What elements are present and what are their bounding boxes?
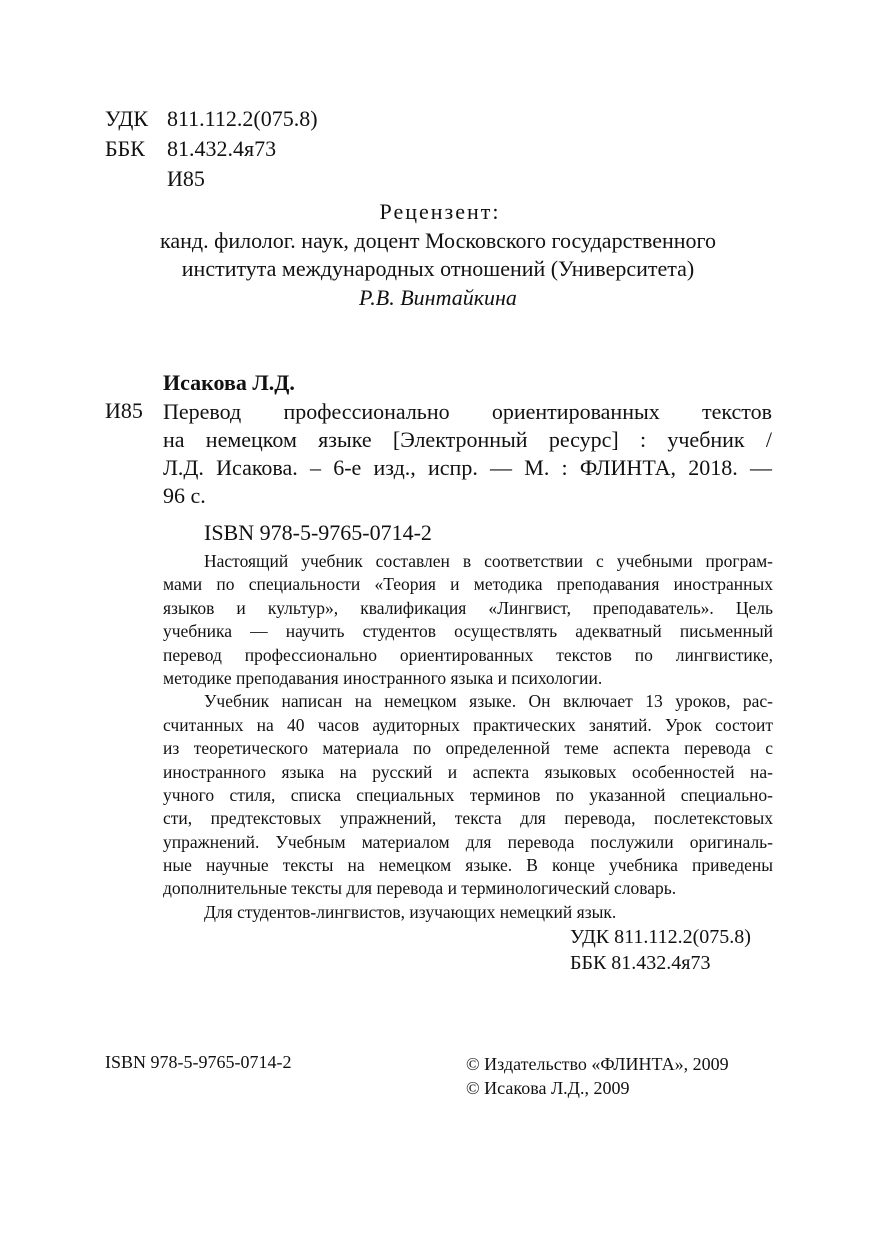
reviewer-credentials-line-2: института международных отношений (Университета) [181, 256, 695, 281]
annotation-line: иностранного языка на русский и аспекта языковых особенностей на- [163, 761, 773, 782]
annotation-line: Для студентов-лингвистов, изучающих немецкий язык. [204, 901, 617, 922]
right-classification-codes [570, 924, 751, 976]
annotation-line: учного стиля, списка специальных терминов по указанной специально- [163, 784, 773, 805]
udk-label: УДК [105, 106, 149, 131]
right-udk: УДК 811.112.2(075.8) [570, 926, 751, 948]
reviewer-credentials-line-1: канд. филолог. наук, доцент Московского государственного [159, 227, 716, 253]
annotation-line: мами по специальности «Теория и методика преподавания иностранных [163, 574, 773, 595]
right-bbk: ББК 81.432.4я73 [570, 952, 711, 974]
reviewer-name: Р.В. Винтайкина [359, 284, 517, 310]
annotation-line: ные научные тексты на немецком языке. В конце учебника приведены [163, 855, 773, 876]
classification-codes [105, 104, 318, 194]
copyright-author: © Исакова Л.Д., 2009 [466, 1078, 630, 1098]
copyright-publisher: © Издательство «ФЛИНТА», 2009 [466, 1054, 729, 1074]
annotation-line: Учебник написан на немецком языке. Он включает 13 уроков, рас- [204, 691, 773, 712]
annotation-line: учебника — научить студентов осуществлять адекватный письменный [163, 621, 773, 642]
bbk-value: 81.432.4я73 [167, 136, 277, 161]
biblio-line: 96 с. [163, 483, 206, 508]
record-cut-mark: И85 [105, 398, 143, 423]
annotation-line: языков и культур», квалификация «Лингвист, преподаватель». Цель [163, 597, 773, 618]
annotation-line: методике преподавания иностранного языка и психологии. [163, 667, 603, 688]
udk-row [105, 104, 318, 134]
annotation-line: перевод профессионально ориентированных текстов по лингвистике, [163, 644, 773, 665]
bibliographic-description [163, 398, 772, 510]
footer-isbn: ISBN 978-5-9765-0714-2 [105, 1052, 292, 1072]
reviewer-block [0, 198, 876, 312]
bbk-label: ББК [105, 136, 145, 161]
annotation-line: считанных на 40 часов аудиторных практических занятий. Урок состоит [163, 714, 773, 735]
annotation [163, 550, 773, 924]
record-isbn: ISBN 978-5-9765-0714-2 [204, 520, 432, 545]
biblio-line: Л.Д. Исакова. – 6-е изд., испр. — М. : ФЛИНТА, 2018. — [163, 455, 772, 480]
biblio-line: на немецком языке [Электронный ресурс] : учебник / [163, 427, 772, 452]
annotation-line: сти, предтекстовых упражнений, текста для перевода, послетекстовых [163, 808, 773, 829]
copyright-block [466, 1052, 729, 1100]
annotation-line: из теоретического материала по определенной теме аспекта перевода с [163, 738, 773, 759]
biblio-line: Перевод профессионально ориентированных текстов [163, 399, 772, 424]
annotation-line: Настоящий учебник составлен в соответствии с учебными програм- [204, 551, 773, 571]
bbk-row [105, 134, 318, 164]
record-author: Исакова Л.Д. [163, 370, 295, 395]
reviewer-heading: Рецензент: [379, 199, 501, 224]
annotation-line: дополнительные тексты для перевода и терминологический словарь. [163, 878, 677, 899]
annotation-line: упражнений. Учебным материалом для перевода послужили оригиналь- [163, 831, 773, 852]
author-mark: И85 [167, 166, 205, 191]
udk-value: 811.112.2(075.8) [167, 106, 318, 131]
